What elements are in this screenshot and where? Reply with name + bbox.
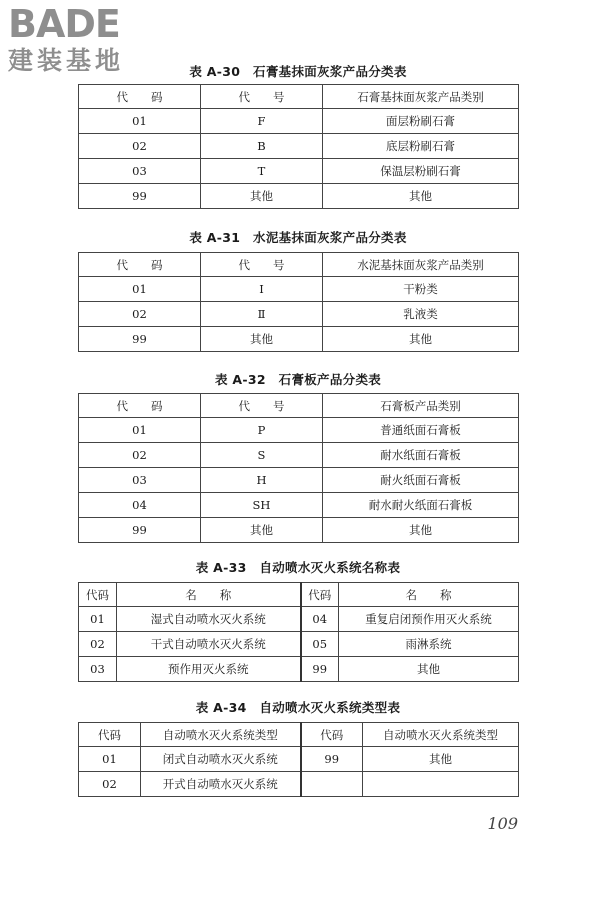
- table-cell: 04: [301, 607, 339, 632]
- table-cell: 05: [301, 632, 339, 657]
- table-cell: 02: [79, 443, 201, 468]
- watermark-brand: BADE: [8, 2, 120, 46]
- table-cell: Ⅱ: [201, 302, 323, 327]
- table-cell: 湿式自动喷水灭火系统: [117, 607, 301, 632]
- table-cell: 其他: [363, 747, 519, 772]
- table-cell: 耐水耐火纸面石膏板: [323, 493, 519, 518]
- column-header: 代码: [79, 723, 141, 747]
- table-cell: 预作用灭火系统: [117, 657, 301, 682]
- table-a32-caption: 表 A-32 石膏板产品分类表: [214, 372, 382, 387]
- table-row: [79, 109, 519, 134]
- table-cell: [301, 772, 363, 797]
- table-cell: H: [201, 468, 323, 493]
- table-cell: 01: [79, 418, 201, 443]
- table-cell: 面层粉刷石膏: [323, 109, 519, 134]
- table-cell: S: [201, 443, 323, 468]
- table-cell: F: [201, 109, 323, 134]
- column-header: 代码: [301, 583, 339, 607]
- table-header-row: [79, 394, 519, 418]
- table-row: [79, 607, 519, 632]
- table-cell: 01: [79, 277, 201, 302]
- table-row: [79, 747, 519, 772]
- table-row: [79, 493, 519, 518]
- table-a32: [78, 393, 519, 543]
- table-cell: 耐水纸面石膏板: [323, 443, 519, 468]
- table-row: [79, 134, 519, 159]
- column-header: 自动喷水灭火系统类型: [363, 723, 519, 747]
- table-row: [79, 159, 519, 184]
- table-cell: 开式自动喷水灭火系统: [141, 772, 301, 797]
- table-cell: 其他: [339, 657, 519, 682]
- table-cell: 雨淋系统: [339, 632, 519, 657]
- table-row: [79, 418, 519, 443]
- table-cell: 闭式自动喷水灭火系统: [141, 747, 301, 772]
- table-cell: 02: [79, 772, 141, 797]
- table-cell: 04: [79, 493, 201, 518]
- table-row: [79, 443, 519, 468]
- column-header: 代 号: [201, 85, 323, 109]
- table-row: [79, 277, 519, 302]
- table-cell: 其他: [201, 327, 323, 352]
- column-header: 名 称: [339, 583, 519, 607]
- table-a31-caption: 表 A-31 水泥基抹面灰浆产品分类表: [189, 230, 407, 245]
- table-a31: [78, 252, 519, 352]
- column-header: 代 码: [79, 253, 201, 277]
- table-cell: 02: [79, 302, 201, 327]
- column-header: 代 码: [79, 394, 201, 418]
- table-cell: 99: [301, 747, 363, 772]
- table-row: [79, 468, 519, 493]
- table-cell: 99: [301, 657, 339, 682]
- table-cell: 耐火纸面石膏板: [323, 468, 519, 493]
- table-a33: [78, 582, 519, 682]
- table-cell: 03: [79, 657, 117, 682]
- table-cell: 底层粉刷石膏: [323, 134, 519, 159]
- column-header: 水泥基抹面灰浆产品类别: [323, 253, 519, 277]
- column-header: 代码: [79, 583, 117, 607]
- table-header-row: [79, 253, 519, 277]
- column-header: 代 号: [201, 394, 323, 418]
- table-header-row: [79, 723, 519, 747]
- column-header: 石膏基抹面灰浆产品类别: [323, 85, 519, 109]
- table-row: [79, 632, 519, 657]
- table-cell: 99: [79, 184, 201, 209]
- table-header-row: [79, 85, 519, 109]
- table-cell: 其他: [323, 518, 519, 543]
- table-cell: P: [201, 418, 323, 443]
- table-a33-caption: 表 A-33 自动喷水灭火系统名称表: [195, 560, 401, 575]
- table-cell: 干式自动喷水灭火系统: [117, 632, 301, 657]
- table-a34: [78, 722, 519, 797]
- table-cell: 其他: [323, 327, 519, 352]
- table-header-row: [79, 583, 519, 607]
- table-cell: 03: [79, 468, 201, 493]
- table-cell: 99: [79, 518, 201, 543]
- table-cell: 01: [79, 607, 117, 632]
- table-cell: 02: [79, 632, 117, 657]
- table-cell: 其他: [201, 518, 323, 543]
- table-row: [79, 184, 519, 209]
- table-cell: 03: [79, 159, 201, 184]
- table-cell: 01: [79, 747, 141, 772]
- table-row: [79, 772, 519, 797]
- page-number: 109: [487, 814, 518, 833]
- table-cell: 其他: [323, 184, 519, 209]
- table-cell: 01: [79, 109, 201, 134]
- table-a30: [78, 84, 519, 209]
- column-header: 石膏板产品类别: [323, 394, 519, 418]
- table-row: [79, 518, 519, 543]
- table-cell: SH: [201, 493, 323, 518]
- table-cell: 干粉类: [323, 277, 519, 302]
- table-a30-caption: 表 A-30 石膏基抹面灰浆产品分类表: [189, 64, 407, 79]
- column-header: 代 号: [201, 253, 323, 277]
- table-cell: 保温层粉刷石膏: [323, 159, 519, 184]
- table-cell: T: [201, 159, 323, 184]
- table-row: [79, 657, 519, 682]
- table-a34-caption: 表 A-34 自动喷水灭火系统类型表: [195, 700, 401, 715]
- table-cell: 99: [79, 327, 201, 352]
- table-cell: Ⅰ: [201, 277, 323, 302]
- table-row: [79, 302, 519, 327]
- column-header: 名 称: [117, 583, 301, 607]
- table-row: [79, 327, 519, 352]
- table-cell: 乳液类: [323, 302, 519, 327]
- table-cell: 普通纸面石膏板: [323, 418, 519, 443]
- table-cell: [363, 772, 519, 797]
- watermark-subtitle: 建装基地: [8, 46, 125, 75]
- table-cell: 02: [79, 134, 201, 159]
- table-cell: B: [201, 134, 323, 159]
- column-header: 代码: [301, 723, 363, 747]
- column-header: 代 码: [79, 85, 201, 109]
- column-header: 自动喷水灭火系统类型: [141, 723, 301, 747]
- table-cell: 其他: [201, 184, 323, 209]
- table-cell: 重复启闭预作用灭火系统: [339, 607, 519, 632]
